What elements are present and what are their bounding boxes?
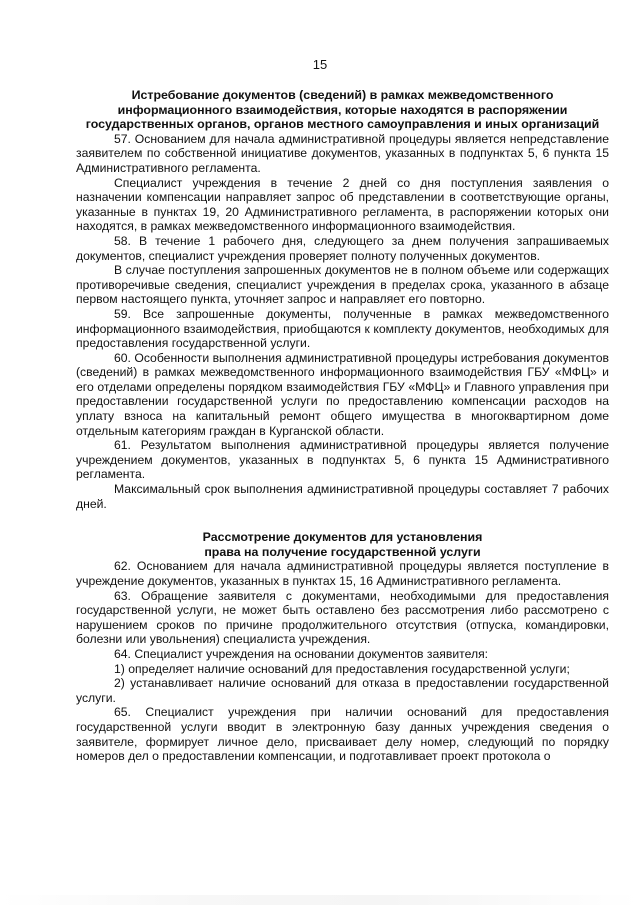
page-number: 15	[312, 57, 328, 72]
section-heading-requisition: Истребование документов (сведений) в рамках межведомственного информационного взаимодействия, которые находятся в распоряжении государственных органов, органов местного самоуправления и иных организаций	[85, 88, 600, 132]
paragraph-65: 65. Специалист учреждения при наличии оснований для предоставления государственной услуги вводит в электронную базу данных учреждения сведения о заявителе, формирует личное дело, присваивает делу номер, следующий по порядку номеров дел о предоставлении компенсации, и подготавливает проект протокола о	[76, 705, 609, 764]
section-heading-review-line-1: Рассмотрение документов для установления	[202, 530, 483, 545]
document-body	[76, 88, 609, 764]
paragraph-64-item-1: 1) определяет наличие оснований для предоставления государственной услуги;	[114, 661, 570, 676]
scan-edge-smudge	[0, 895, 640, 905]
section-heading-review-line-2: права на получение государственной услуги	[204, 544, 481, 559]
paragraph-64-item-2: 2) устанавливает наличие оснований для отказа в предоставлении государственной услуги.	[76, 676, 609, 705]
paragraph-60: 60. Особенности выполнения административной процедуры истребования документов (сведений) в рамках межведомственного информационного взаимодействия ГБУ «МФЦ» и его отделами определены порядком взаимодействия ГБУ «МФЦ» и Главного управления при предоставлении государственной услуги по предоставлению компенсации расходов на уплату взноса на капитальный ремонт общего имущества в многоквартирном доме отдельным категориям граждан в Курганской области.	[76, 350, 609, 438]
paragraph-62: 62. Основанием для начала административной процедуры является поступление в учреждение документов, указанных в пунктах 15, 16 Административного регламента.	[76, 559, 609, 588]
paragraph-61: 61. Результатом выполнения административной процедуры является получение учреждением документов, указанных в подпунктах 5, 6 пункта 15 Административного регламента.	[76, 438, 609, 482]
paragraph-57: 57. Основанием для начала административной процедуры является непредставление заявителем по собственной инициативе документов, указанных в подпунктах 5, 6 пункта 15 Административного регламента.	[76, 131, 609, 175]
paragraph-57-request: Специалист учреждения в течение 2 дней со дня поступления заявления о назначении компенсации направляет запрос об представлении в соответствующие органы, указанные в пунктах 19, 20 Административного регламента, в распоряжении которых они находятся, в рамках межведомственного информационного взаимодействия.	[76, 175, 609, 234]
paragraph-64: 64. Специалист учреждения на основании документов заявителя:	[114, 646, 489, 661]
paragraph-61-max-term: Максимальный срок выполнения административной процедуры составляет 7 рабочих дней.	[76, 482, 609, 511]
paragraph-63: 63. Обращение заявителя с документами, необходимыми для предоставления государственной услуги, не может быть оставлено без рассмотрения либо рассмотрено с нарушением сроков по причине продолжительного отсутствия (отпуска, командировки, болезни или увольнения) специалиста учреждения.	[76, 588, 609, 647]
paragraph-59: 59. Все запрошенные документы, полученные в рамках межведомственного информационного взаимодействия, приобщаются к комплекту документов, необходимых для предоставления государственной услуги.	[76, 306, 609, 351]
paragraph-58-incomplete: В случае поступления запрошенных документов не в полном объеме или содержащих противоречивые сведения, специалист учреждения в пределах срока, указанного в абзаце первом настоящего пункта, уточняет запрос и направляет его повторно.	[76, 263, 609, 307]
paragraph-58: 58. В течение 1 рабочего дня, следующего за днем получения запрашиваемых документов, специалист учреждения проверяет полноту полученных документов.	[76, 233, 609, 263]
